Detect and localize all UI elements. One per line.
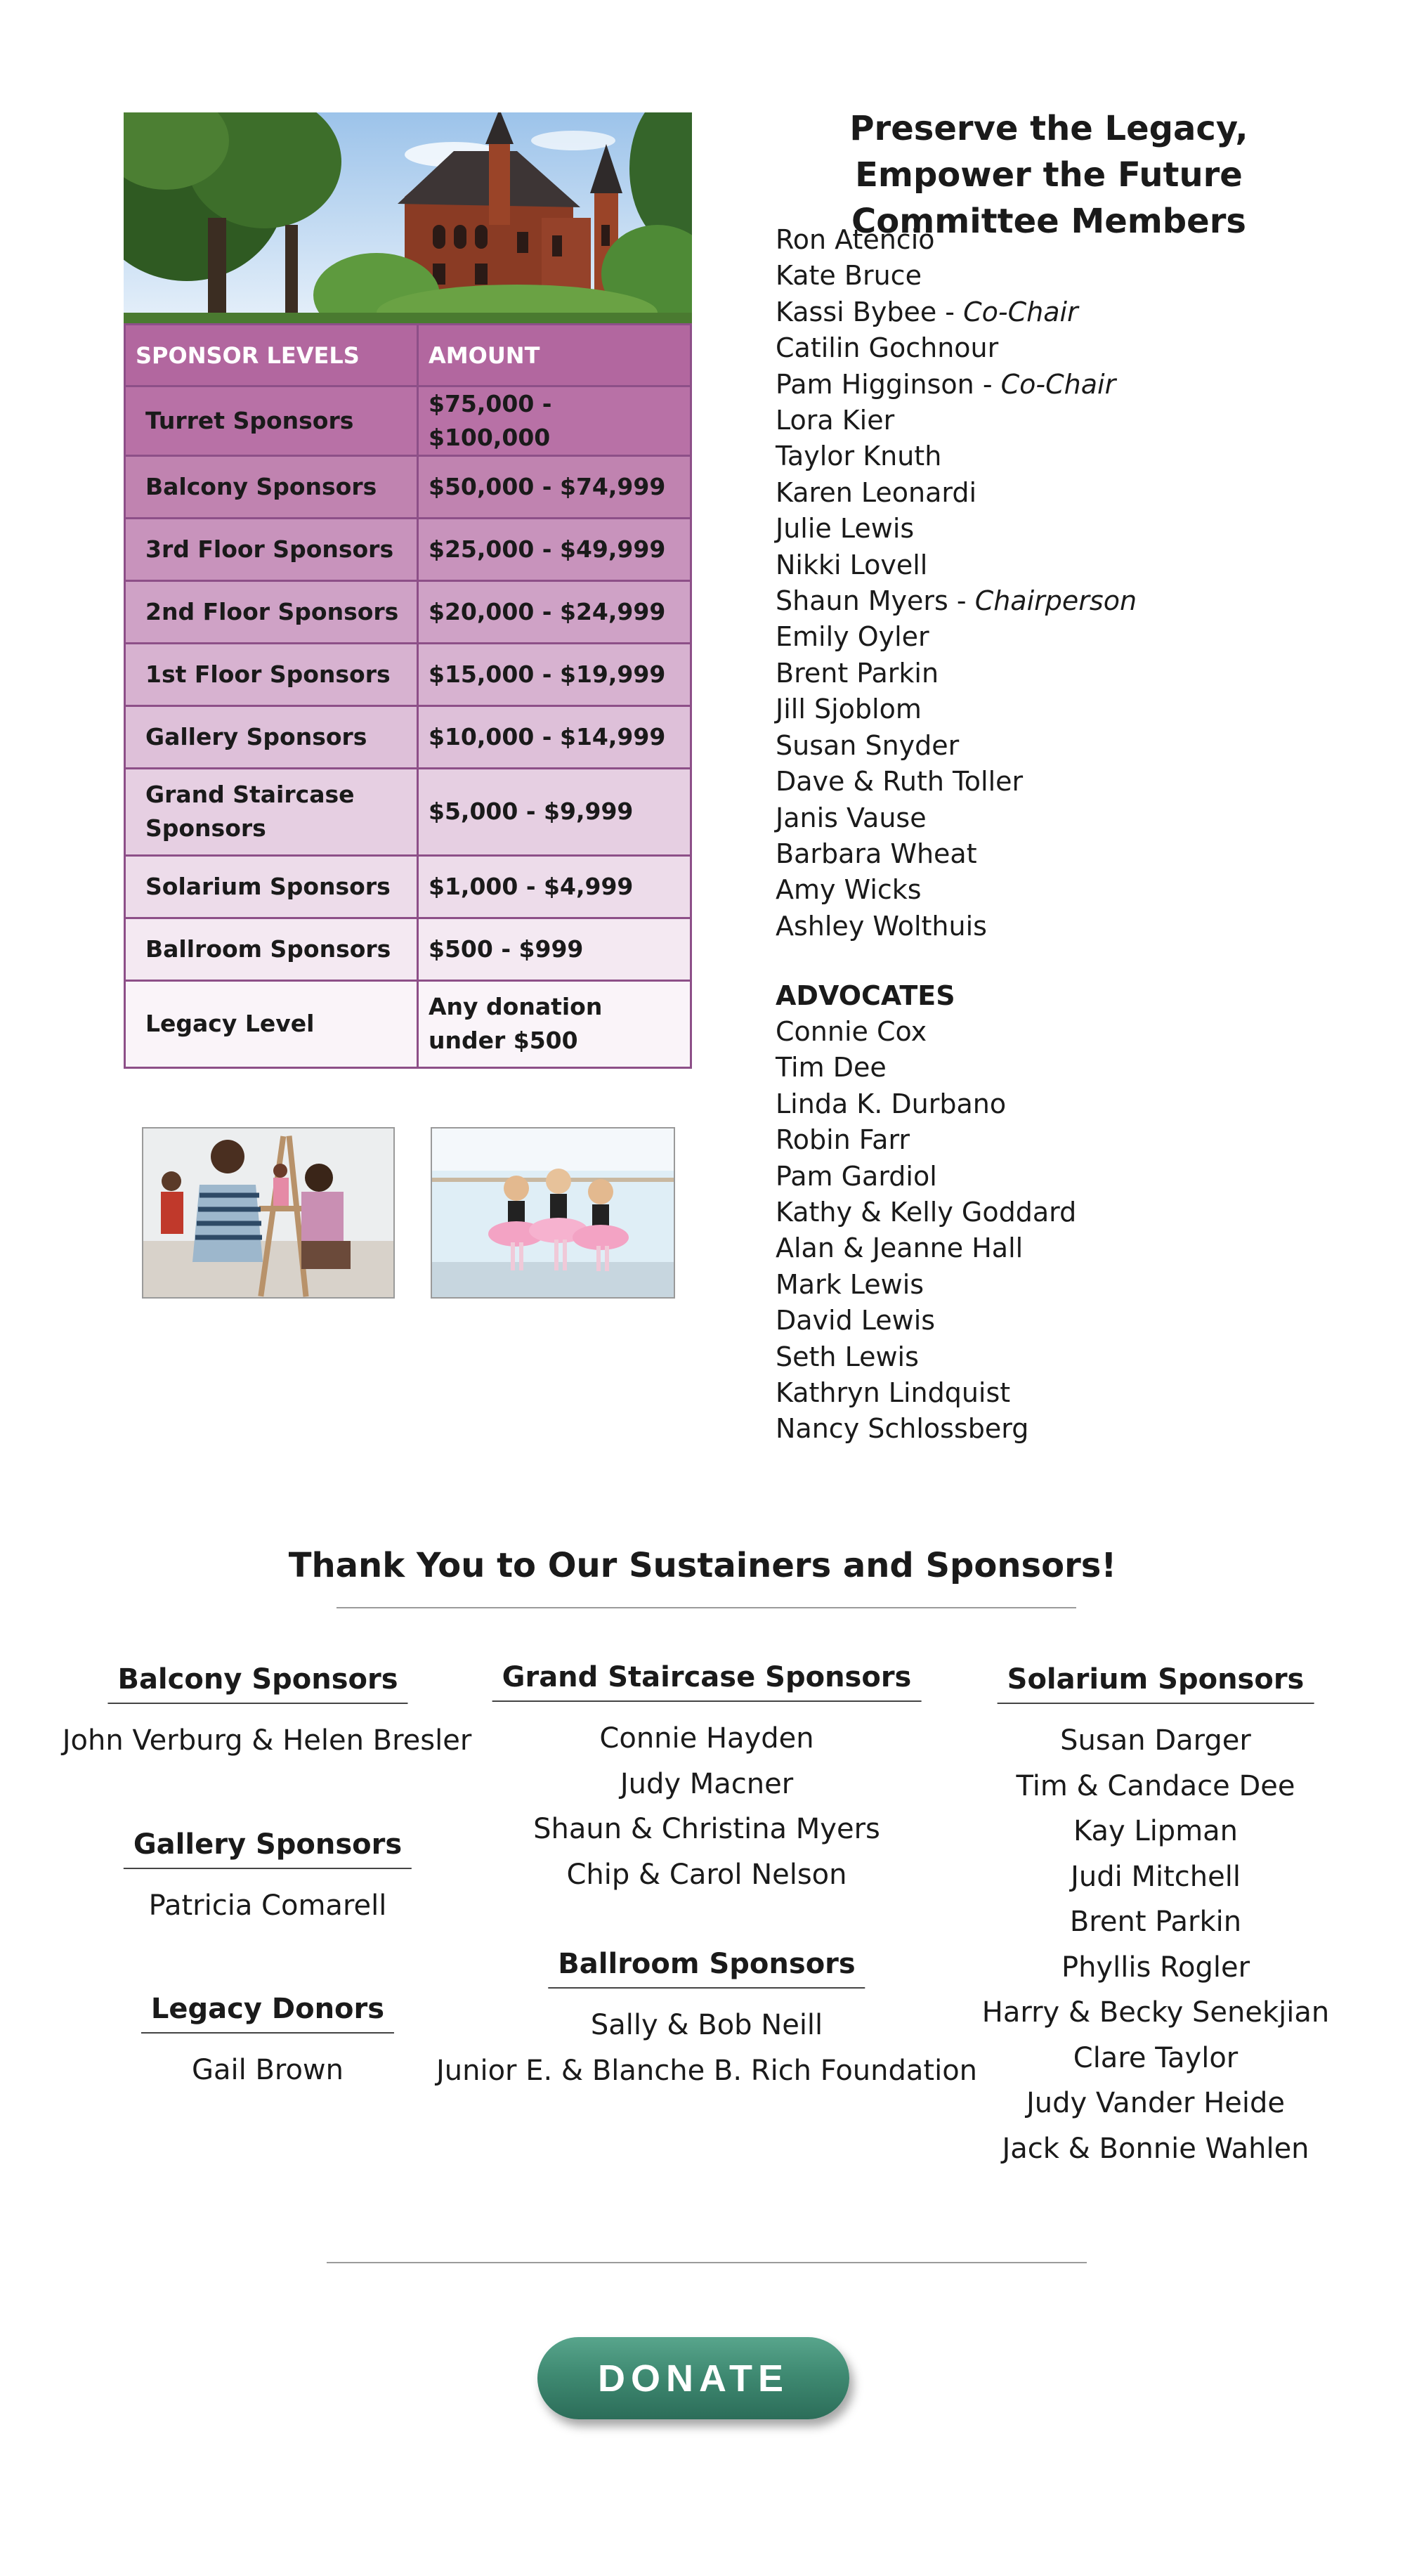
group-names [533, 1716, 880, 1897]
sponsor-amount-cell: Any donation under $500 [418, 980, 691, 1067]
advocate-name: Tim Dee [776, 1052, 887, 1084]
advocate-name: Seth Lewis [776, 1341, 919, 1372]
sponsor-name: Harry & Becky Senekjian [981, 1996, 1330, 2029]
member-name: Ashley Wolthuis [776, 910, 987, 942]
member-name: Ron Atencio [776, 224, 935, 255]
sponsor-level-cell: Gallery Sponsors [125, 705, 418, 768]
member-name: Lora Kier [776, 405, 895, 436]
mansion-photo [124, 112, 692, 323]
sponsor-levels-table [124, 323, 692, 1069]
sponsor-amount-cell: $5,000 - $9,999 [418, 768, 691, 855]
committee-member [776, 294, 1137, 330]
sponsor-name: Judy Vander Heide [1026, 2087, 1286, 2119]
advocate-name: Pam Gardiol [776, 1160, 937, 1192]
table-row [125, 518, 691, 580]
sponsor-level-cell: Solarium Sponsors [125, 855, 418, 918]
sponsor-name: Jack & Bonnie Wahlen [1002, 2132, 1309, 2165]
advocate-name: Alan & Jeanne Hall [776, 1232, 1024, 1264]
table-row [125, 455, 691, 518]
sponsor-name: Junior E. & Blanche B. Rich Foundation [436, 2054, 978, 2087]
group-heading: Legacy Donors [141, 1993, 394, 2034]
member-name: Jill Sjoblom [776, 694, 922, 725]
member-name: Barbara Wheat [776, 838, 977, 869]
group-names [982, 1718, 1329, 2171]
member-name: Janis Vause [776, 802, 927, 833]
committee-member [776, 872, 1137, 908]
member-role: Co-Chair [1000, 368, 1116, 400]
sponsor-name: Kay Lipman [1073, 1815, 1239, 1847]
advocate-name: Mark Lewis [776, 1268, 924, 1300]
header-sponsor-levels: SPONSOR LEVELS [125, 325, 418, 386]
sponsor-name: Chip & Carol Nelson [566, 1858, 847, 1891]
table-row [125, 768, 691, 855]
table-row [125, 705, 691, 768]
committee-member [776, 800, 1137, 836]
advocate-name: Nancy Schlossberg [776, 1413, 1029, 1445]
sponsor-name: Shaun & Christina Myers [533, 1813, 880, 1845]
advocate-name: Robin Farr [776, 1124, 910, 1156]
group-names [149, 1883, 387, 1929]
committee-member [776, 619, 1137, 655]
group-names [436, 2003, 977, 2093]
committee-member [776, 511, 1137, 547]
committee-member [776, 258, 1137, 294]
committee-title: Preserve the Legacy, Empower the Future Committee Members [849, 109, 1248, 241]
group-names [63, 1718, 472, 1764]
member-name: Julie Lewis [776, 513, 915, 545]
sponsor-name: Brent Parkin [1069, 1906, 1242, 1938]
advocate-name: Linda K. Durbano [776, 1088, 1007, 1119]
committee-member [776, 438, 1137, 474]
table-row [125, 386, 691, 456]
advocate-name: Kathryn Lindquist [776, 1377, 1011, 1409]
table-row [125, 643, 691, 705]
group-heading: Balcony Sponsors [107, 1663, 407, 1704]
sponsor-level-cell: Balcony Sponsors [125, 455, 418, 518]
member-name: Nikki Lovell [776, 549, 928, 580]
donate-button[interactable]: DONATE [537, 2337, 849, 2419]
table-row [125, 580, 691, 643]
sponsor-name: John Verburg & Helen Bresler [62, 1724, 472, 1757]
sponsor-name: Judy Macner [620, 1767, 794, 1800]
thanks-divider [336, 1607, 1076, 1608]
group-names [192, 2048, 344, 2093]
sponsor-level-cell: Legacy Level [125, 980, 418, 1067]
sponsor-name: Susan Darger [1060, 1724, 1251, 1757]
sponsor-level-cell: 3rd Floor Sponsors [125, 518, 418, 580]
sponsor-amount-cell: $75,000 - $100,000 [418, 386, 691, 456]
group-heading: Ballroom Sponsors [548, 1948, 865, 1989]
sponsor-level-cell: Grand Staircase Sponsors [125, 768, 418, 855]
committee-member [776, 656, 1137, 691]
member-name: Pam Higginson - [776, 368, 1001, 400]
group-heading: Grand Staircase Sponsors [492, 1661, 922, 1702]
sponsor-level-cell: 2nd Floor Sponsors [125, 580, 418, 643]
sponsor-amount-cell: $10,000 - $14,999 [418, 705, 691, 768]
ballet-dancers-photo [431, 1127, 675, 1299]
sponsor-level-cell: Ballroom Sponsors [125, 918, 418, 980]
committee-member [776, 583, 1137, 619]
member-name: Kassi Bybee - [776, 296, 964, 327]
sponsor-amount-cell: $1,000 - $4,999 [418, 855, 691, 918]
member-name: Susan Snyder [776, 729, 960, 761]
advocate-name: Connie Cox [776, 1016, 927, 1047]
thanks-title: Thank You to Our Sustainers and Sponsors! [288, 1546, 1117, 1585]
sponsor-amount-cell: $500 - $999 [418, 918, 691, 980]
header-amount: AMOUNT [418, 325, 691, 386]
committee-member [776, 764, 1137, 800]
sponsor-amount-cell: $50,000 - $74,999 [418, 455, 691, 518]
committee-member [776, 330, 1137, 366]
sponsor-name: Tim & Candace Dee [1016, 1769, 1295, 1802]
member-role: Co-Chair [963, 296, 1078, 327]
committee-member [776, 475, 1137, 511]
member-name: Kate Bruce [776, 260, 922, 292]
bottom-divider [327, 2262, 1087, 2263]
committee-members-list [776, 222, 1137, 944]
group-heading: Solarium Sponsors [998, 1663, 1314, 1704]
group-heading: Gallery Sponsors [124, 1828, 412, 1869]
committee-member [776, 367, 1137, 403]
sponsor-name: Gail Brown [192, 2054, 344, 2086]
committee-member [776, 222, 1137, 258]
advocates-heading: ADVOCATES [776, 980, 955, 1011]
advocate-name: David Lewis [776, 1305, 936, 1336]
committee-member [776, 836, 1137, 872]
member-name: Emily Oyler [776, 621, 929, 653]
sponsor-level-cell: Turret Sponsors [125, 386, 418, 456]
committee-member [776, 691, 1137, 727]
sponsor-amount-cell: $15,000 - $19,999 [418, 643, 691, 705]
table-row [125, 980, 691, 1067]
sponsor-name: Clare Taylor [1073, 2041, 1239, 2074]
committee-member [776, 403, 1137, 438]
member-name: Shaun Myers - [776, 585, 975, 617]
table-row [125, 918, 691, 980]
sponsor-level-cell: 1st Floor Sponsors [125, 643, 418, 705]
art-class-photo [142, 1127, 395, 1299]
member-name: Catilin Gochnour [776, 332, 999, 364]
table-row [125, 855, 691, 918]
member-name: Amy Wicks [776, 874, 922, 906]
member-role: Chairperson [974, 585, 1137, 617]
advocates-list [776, 1014, 1076, 1448]
sponsor-name: Connie Hayden [599, 1722, 814, 1755]
sponsor-amount-cell: $20,000 - $24,999 [418, 580, 691, 643]
sponsor-name: Sally & Bob Neill [590, 2009, 823, 2041]
table-header-row [125, 325, 691, 386]
member-name: Dave & Ruth Toller [776, 766, 1024, 798]
committee-member [776, 909, 1137, 944]
member-name: Brent Parkin [776, 657, 939, 689]
committee-member [776, 728, 1137, 764]
committee-member [776, 547, 1137, 583]
sponsor-name: Phyllis Rogler [1061, 1951, 1250, 1984]
sponsor-name: Judi Mitchell [1071, 1860, 1241, 1893]
member-name: Karen Leonardi [776, 476, 977, 508]
sponsor-amount-cell: $25,000 - $49,999 [418, 518, 691, 580]
member-name: Taylor Knuth [776, 441, 942, 472]
advocate-name: Kathy & Kelly Goddard [776, 1197, 1077, 1228]
sponsor-name: Patricia Comarell [148, 1889, 387, 1922]
